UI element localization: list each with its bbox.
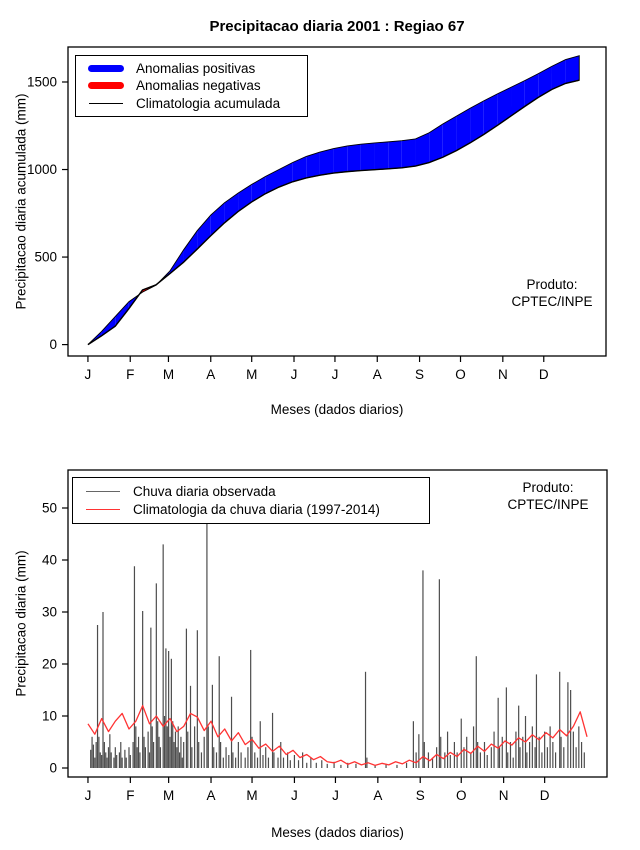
legend-item-climatologia-chuva bbox=[85, 501, 419, 519]
bottom-y-axis-title: Precipitacao diaria (mm) bbox=[13, 550, 29, 697]
legend-item-chuva-observada bbox=[85, 483, 419, 501]
legend-item-climatologia-acumulada bbox=[88, 95, 297, 112]
svg-text:10: 10 bbox=[41, 708, 57, 724]
produto-line2: CPTEC/INPE bbox=[507, 497, 589, 512]
svg-text:N: N bbox=[498, 788, 509, 803]
legend-label: Anomalias negativas bbox=[136, 78, 261, 94]
bottom-chart-legend bbox=[72, 477, 430, 524]
produto-line1: Produto: bbox=[522, 480, 574, 495]
top-y-axis-title: Precipitacao diaria acumulada (mm) bbox=[13, 93, 29, 310]
bottom-chart-series bbox=[88, 524, 587, 768]
bottom-x-axis-title: Meses (dados diarios) bbox=[271, 825, 404, 840]
svg-text:500: 500 bbox=[34, 249, 57, 265]
legend-label: Climatologia da chuva diaria (1997-2014) bbox=[133, 502, 380, 517]
svg-text:O: O bbox=[455, 367, 466, 382]
svg-text:J: J bbox=[84, 788, 92, 803]
top-chart-title: Precipitacao diaria 2001 : Regiao 67 bbox=[209, 18, 465, 35]
svg-text:M: M bbox=[246, 367, 258, 382]
negative-anomaly-swatch-icon bbox=[88, 82, 124, 89]
svg-text:20: 20 bbox=[41, 656, 57, 672]
top-produto-annotation bbox=[492, 276, 612, 310]
svg-text:S: S bbox=[415, 367, 425, 382]
svg-text:1000: 1000 bbox=[26, 162, 57, 178]
bottom-produto-annotation bbox=[488, 479, 608, 513]
svg-text:0: 0 bbox=[49, 760, 57, 776]
svg-text:A: A bbox=[373, 788, 383, 803]
legend-label: Anomalias positivas bbox=[136, 61, 256, 77]
svg-text:40: 40 bbox=[41, 552, 57, 568]
produto-line2: CPTEC/INPE bbox=[511, 294, 593, 309]
svg-text:1500: 1500 bbox=[26, 74, 57, 90]
svg-text:D: D bbox=[539, 788, 550, 803]
produto-line1: Produto: bbox=[526, 277, 578, 292]
svg-text:M: M bbox=[246, 788, 258, 803]
top-chart-legend bbox=[75, 55, 308, 117]
legend-item-anomalias-negativas bbox=[88, 77, 297, 94]
svg-text:N: N bbox=[497, 367, 508, 382]
svg-text:J: J bbox=[290, 367, 298, 382]
top-x-axis-title: Meses (dados diarios) bbox=[270, 402, 404, 417]
observed-rain-swatch-icon bbox=[85, 491, 121, 492]
svg-text:O: O bbox=[455, 788, 467, 803]
svg-text:A: A bbox=[206, 788, 216, 803]
legend-label: Chuva diaria observada bbox=[133, 484, 276, 499]
svg-text:F: F bbox=[126, 788, 135, 803]
svg-text:D: D bbox=[538, 367, 549, 382]
svg-text:J: J bbox=[331, 367, 339, 382]
svg-text:50: 50 bbox=[41, 500, 57, 516]
svg-text:M: M bbox=[163, 788, 175, 803]
svg-text:J: J bbox=[332, 788, 339, 803]
svg-text:F: F bbox=[126, 367, 135, 382]
svg-text:30: 30 bbox=[41, 604, 57, 620]
legend-item-anomalias-positivas bbox=[88, 60, 297, 77]
svg-text:S: S bbox=[415, 788, 425, 803]
svg-text:A: A bbox=[372, 367, 382, 382]
svg-text:M: M bbox=[162, 367, 175, 382]
climatology-line-swatch-icon bbox=[88, 103, 124, 104]
legend-label: Climatologia acumulada bbox=[136, 95, 281, 111]
positive-anomaly-swatch-icon bbox=[88, 65, 124, 72]
svg-text:J: J bbox=[291, 788, 298, 803]
svg-text:0: 0 bbox=[49, 337, 57, 353]
svg-text:A: A bbox=[206, 367, 216, 382]
svg-text:J: J bbox=[84, 367, 92, 382]
daily-climatology-swatch-icon bbox=[85, 509, 121, 510]
